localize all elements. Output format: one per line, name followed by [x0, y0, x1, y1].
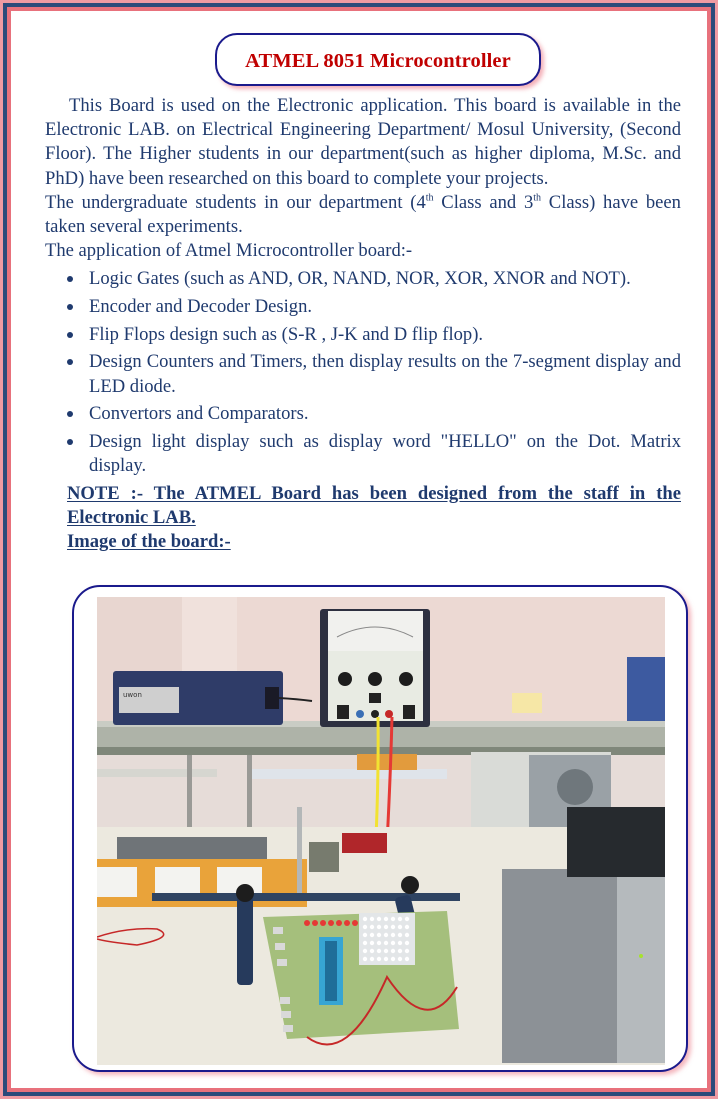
note-text: NOTE :- The ATMEL Board has been designed from the staff in the Electronic LAB. — [67, 482, 681, 528]
bullet-icon — [67, 411, 73, 417]
list-item-text: Logic Gates (such as AND, OR, NAND, NOR, XOR, XNOR and NOT). — [89, 268, 631, 290]
list-item-text: Flip Flops design such as (S-R , J-K and D flip flop). — [89, 323, 484, 345]
document-body — [45, 94, 681, 554]
page-title: ATMEL 8051 Microcontroller — [245, 50, 511, 72]
list-item-text: Design Counters and Timers, then display results on the 7-segment display and LED diode. — [89, 351, 681, 397]
list-item — [67, 323, 681, 347]
text-run: The undergraduate students in our department (4 — [45, 191, 426, 213]
bullet-icon — [67, 359, 73, 365]
lab-bench-image — [97, 597, 665, 1065]
board-photo — [97, 597, 665, 1065]
text-run: Class and 3 — [433, 191, 534, 213]
text-run: Class) have been taken several experiments. — [45, 191, 681, 238]
undergrad-paragraph — [45, 191, 681, 239]
applications-heading: The application of Atmel Microcontroller board:- — [45, 240, 413, 262]
applications-list — [45, 267, 681, 479]
list-item-text: Design light display such as display word "HELLO" on the Dot. Matrix display. — [89, 431, 681, 477]
list-item — [67, 430, 681, 478]
list-item — [67, 350, 681, 398]
svg-text:uwon: uwon — [123, 691, 142, 699]
bullet-icon — [67, 332, 73, 338]
list-item-text: Encoder and Decoder Design. — [89, 295, 313, 317]
list-item — [67, 267, 681, 291]
superscript: th — [425, 192, 434, 204]
bullet-icon — [67, 439, 73, 445]
intro-paragraph: This Board is used on the Electronic application. This board is available in the Electronic LAB. on Electrical Engineering Department/ Mosul University, (Second Floor). The Higher students in our department(such as higher diploma, M.Sc. and PhD) have been researched on this board to complete your projects. — [45, 95, 681, 189]
title-banner — [215, 33, 541, 86]
superscript: th — [533, 192, 542, 204]
list-item-text: Convertors and Comparators. — [89, 403, 309, 425]
image-caption: Image of the board:- — [67, 531, 231, 553]
list-item — [67, 402, 681, 426]
list-item — [67, 295, 681, 319]
bullet-icon — [67, 304, 73, 310]
bullet-icon — [67, 276, 73, 282]
